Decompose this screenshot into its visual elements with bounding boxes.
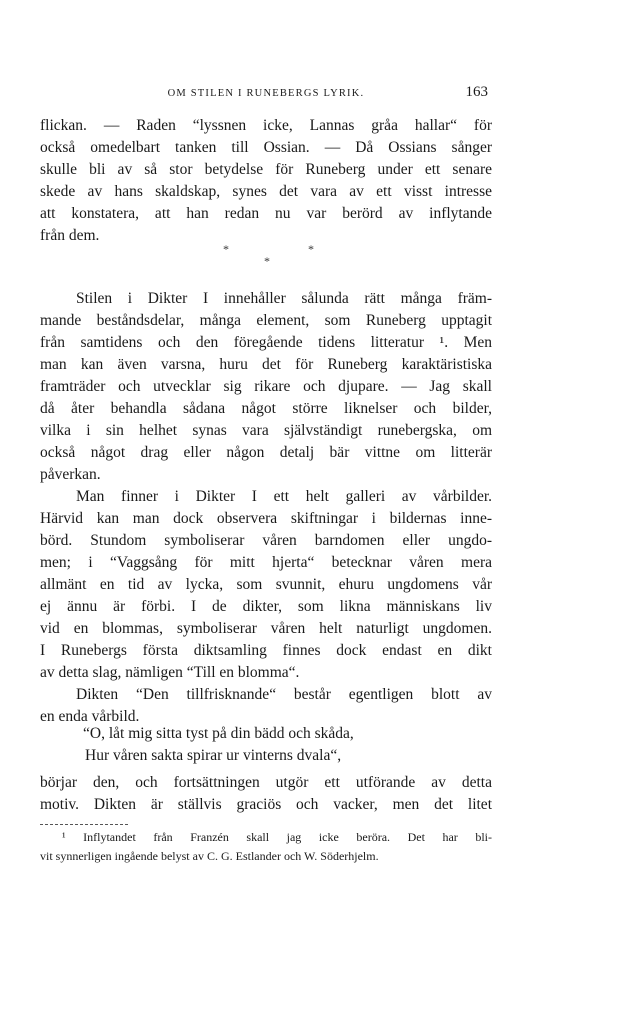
- text-line: mande beståndsdelar, många element, som Runeberg upptagit: [40, 312, 492, 329]
- text-line: framträder och utvecklar sig rikare och djupare. — Jag skall: [40, 378, 492, 395]
- separator-star: *: [223, 242, 229, 256]
- text-line: en enda vårbild.: [40, 708, 140, 725]
- text-line: också omedelbart tanken till Ossian. — Då Ossians sånger: [40, 139, 492, 156]
- text-line: vilka i sin helhet synas vara självständigt runebergska, om: [40, 422, 492, 439]
- verse-line: “O, låt mig sitta tyst på din bädd och skåda,: [83, 725, 354, 742]
- text-line: påverkan.: [40, 466, 101, 483]
- footnote: [40, 828, 492, 866]
- verse-quote: [83, 723, 463, 767]
- paragraph-5: [40, 772, 492, 816]
- verse-line: Hur våren sakta spirar ur vinterns dvala“,: [85, 747, 342, 764]
- text-line: skede av hans skaldskap, synes det vara av ett visst intresse: [40, 183, 492, 200]
- text-line: flickan. — Raden “lyssnen icke, Lannas gråa hallar“ för: [40, 117, 492, 134]
- paragraph-4: [40, 684, 492, 728]
- separator-star: *: [264, 254, 270, 268]
- text-line: Stilen i Dikter I innehåller sålunda rätt många främ-: [76, 290, 492, 307]
- text-line: att konstatera, att han redan nu var berörd av inflytande: [40, 205, 492, 222]
- text-line: av detta slag, nämligen “Till en blomma“.: [40, 664, 300, 681]
- text-line: från samtidens och den föregående tidens litteratur ¹. Men: [40, 334, 492, 351]
- paragraph-3: [40, 486, 492, 684]
- text-line: I Runebergs första diktsamling finnes dock endast en dikt: [40, 642, 492, 659]
- paragraph-1: [40, 115, 492, 247]
- text-line: börd. Stundom symboliserar våren barndomen eller ungdo-: [40, 532, 492, 549]
- footnote-rule: [40, 824, 128, 825]
- text-line: Härvid kan man dock observera skiftningar i bildernas inne-: [40, 510, 492, 527]
- footnote-line: vit synnerligen ingående belyst av C. G. Estlander och W. Söderhjelm.: [40, 849, 379, 863]
- section-separator: [0, 238, 632, 272]
- separator-star: *: [308, 242, 314, 256]
- text-line: vid en blommas, symboliserar våren helt naturligt ungdomen.: [40, 620, 492, 637]
- text-line: Man finner i Dikter I ett helt galleri av vårbilder.: [76, 488, 492, 505]
- text-line: från dem.: [40, 227, 100, 244]
- text-line: då åter behandla sådana något större liknelser och bilder,: [40, 400, 492, 417]
- text-line: man kan även varsna, huru det för Runeberg karaktäristiska: [40, 356, 492, 373]
- text-line: skulle bli av så stor betydelse för Runeberg under ett senare: [40, 161, 492, 178]
- text-line: motiv. Dikten är ställvis graciös och vacker, men det litet: [40, 796, 492, 813]
- text-line: men; i “Vaggsång för mitt hjerta“ betecknar våren mera: [40, 554, 492, 571]
- page-number: 163: [465, 84, 488, 100]
- paragraph-2: [40, 288, 492, 486]
- text-line: allmänt en tid av lycka, som svunnit, ehuru ungdomens vår: [40, 576, 492, 593]
- footnote-line: ¹ Inflytandet från Franzén skall jag icke beröra. Det har bli-: [62, 830, 492, 844]
- text-line: också något drag eller någon detalj bär vittne om litterär: [40, 444, 492, 461]
- text-line: börjar den, och fortsättningen utgör ett utförande av detta: [40, 774, 492, 791]
- text-line: Dikten “Den tillfrisknande“ består egentligen blott av: [76, 686, 492, 703]
- text-line: ej ännu är förbi. I de dikter, som likna människans liv: [40, 598, 492, 615]
- running-header: OM STILEN I RUNEBERGS LYRIK.: [167, 88, 365, 99]
